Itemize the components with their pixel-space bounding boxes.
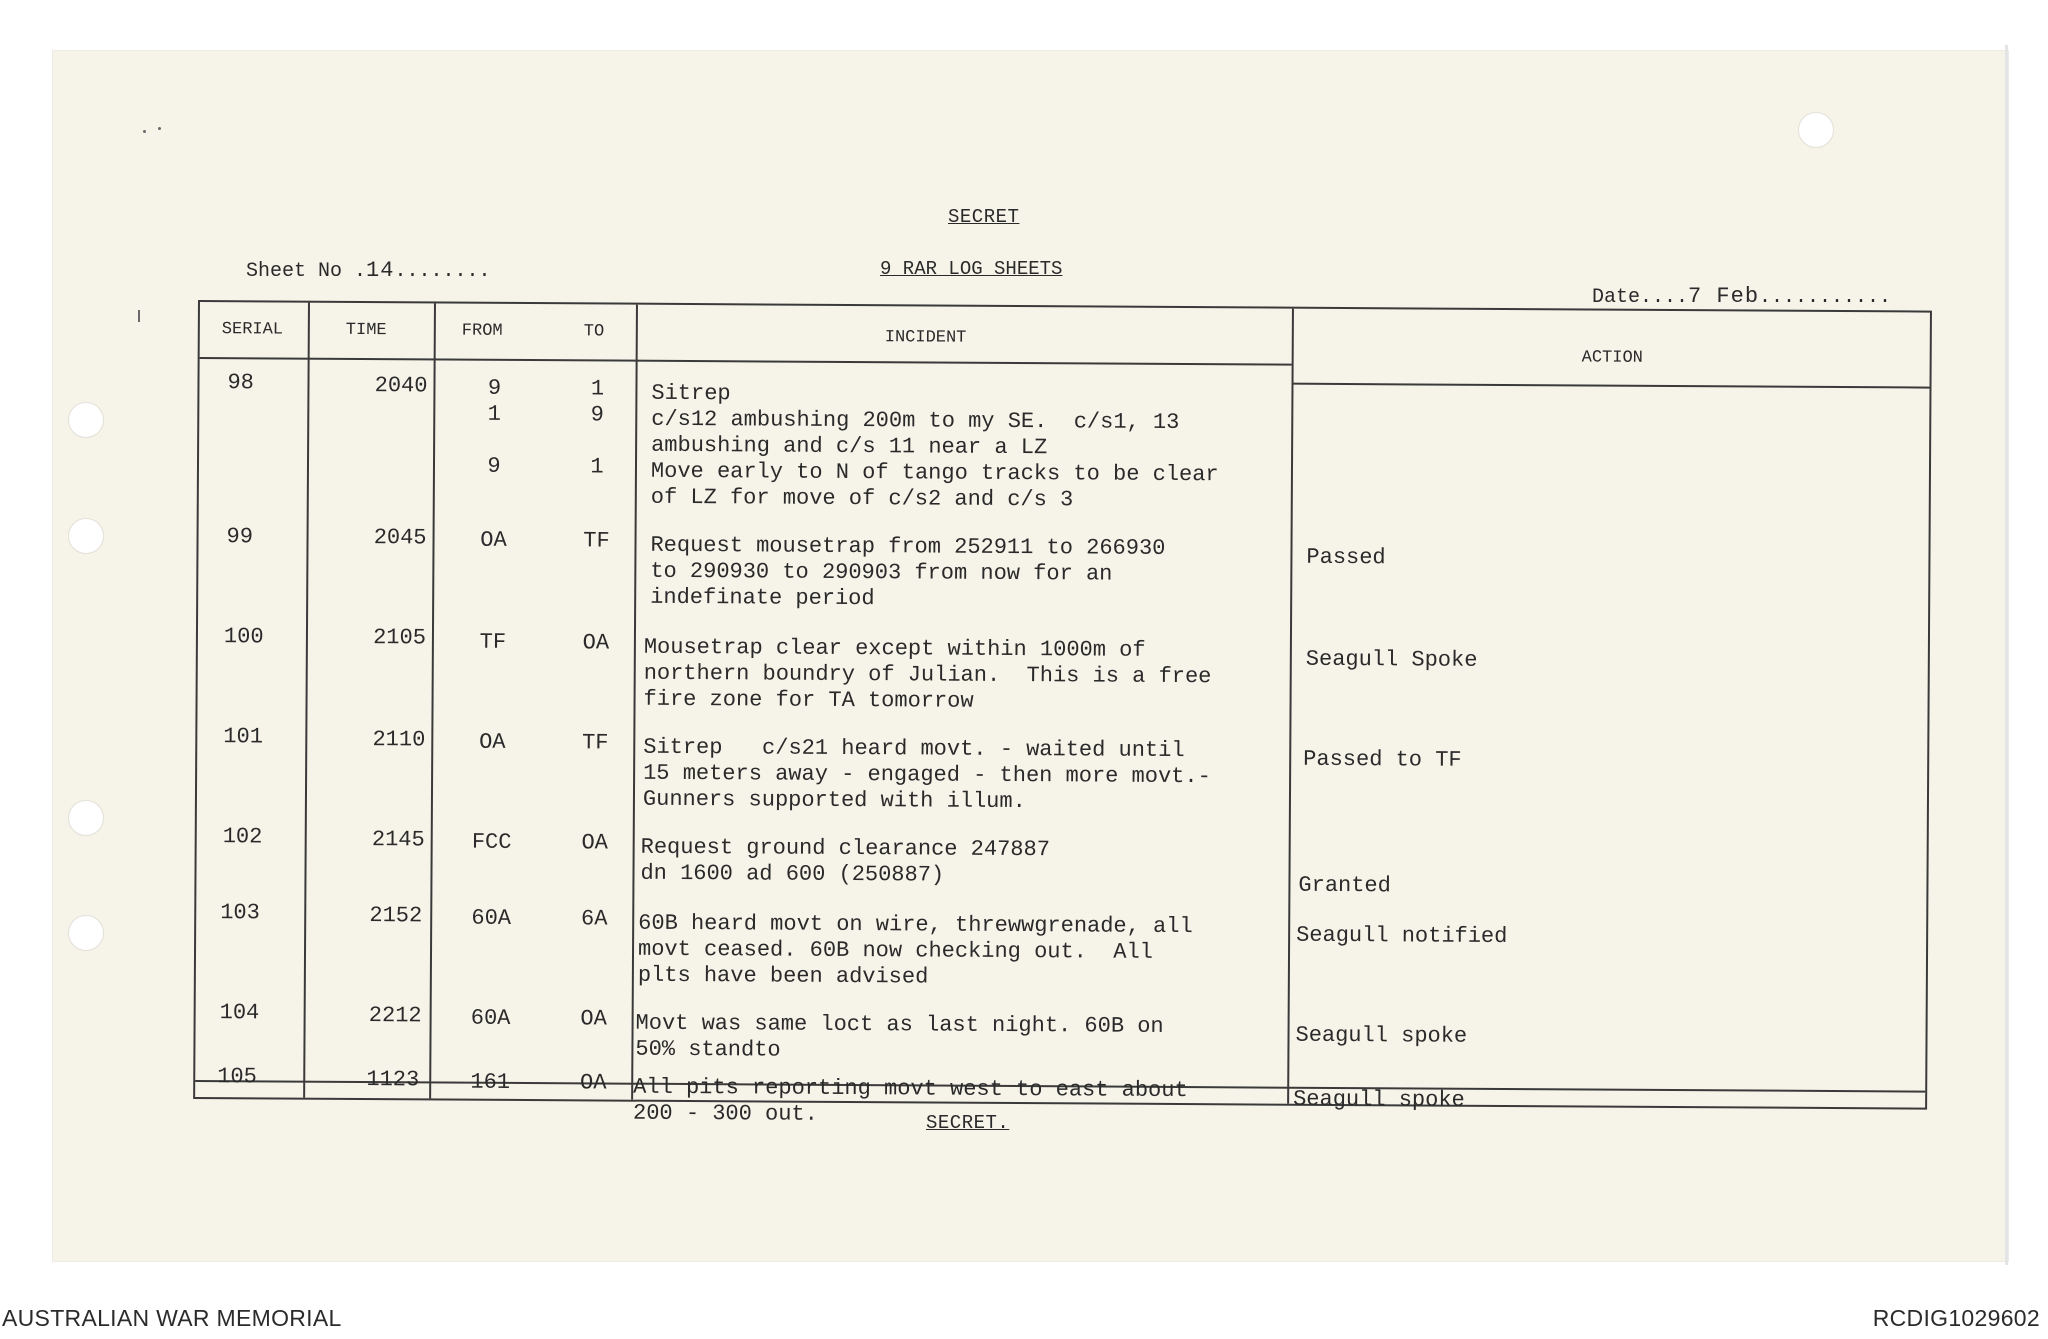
cell-from: 9 1 9 bbox=[487, 375, 502, 479]
cell-incident: Sitrep c/s21 heard movt. - waited until 15 meters away - engaged - then more movt.- Gunners supported with illum. bbox=[642, 734, 1211, 815]
document-title: 9 RAR LOG SHEETS bbox=[880, 258, 1063, 280]
date-label: Date.... bbox=[1592, 286, 1689, 309]
punch-hole bbox=[68, 800, 104, 836]
cell-serial: 98 bbox=[227, 370, 254, 396]
cell-from: 60A bbox=[471, 905, 512, 931]
cell-serial: 101 bbox=[223, 724, 264, 750]
cell-action: Seagull notified bbox=[1296, 922, 1508, 950]
cell-incident: 60B heard movt on wire, threwwgrenade, all movt ceased. 60B now checking out. All plts have been advised bbox=[637, 910, 1193, 990]
sheet-number-field bbox=[246, 258, 490, 283]
cell-to: TF bbox=[583, 528, 610, 554]
paper-speck bbox=[158, 127, 161, 130]
cell-time: 2145 bbox=[371, 827, 425, 853]
cell-incident: All pits reporting movt west to east about 200 - 300 out. bbox=[632, 1074, 1188, 1127]
punch-hole bbox=[68, 402, 104, 438]
col-header-to: TO bbox=[583, 322, 605, 342]
cell-to: 6A bbox=[580, 906, 608, 932]
cell-incident: Request ground clearance 247887 dn 1600 ad 600 (250887) bbox=[640, 834, 1051, 888]
col-header-action: ACTION bbox=[1581, 348, 1643, 368]
cell-to: OA bbox=[581, 830, 608, 856]
cell-serial: 99 bbox=[226, 524, 254, 550]
cell-time: 2152 bbox=[369, 903, 423, 929]
cell-incident: Mousetrap clear except within 1000m of northern boundry of Julian. This is a free fire zone for TA tomorrow bbox=[643, 634, 1212, 714]
cell-to: OA bbox=[582, 630, 610, 656]
column-rule bbox=[303, 303, 310, 1098]
col-header-from: FROM bbox=[461, 321, 503, 341]
cell-from: FCC bbox=[471, 829, 512, 855]
col-header-time: TIME bbox=[345, 320, 387, 341]
header-rule bbox=[200, 357, 1292, 366]
punch-hole bbox=[68, 518, 104, 554]
cell-action: Granted bbox=[1298, 846, 1391, 899]
col-header-serial: SERIAL bbox=[221, 320, 284, 340]
column-rule bbox=[1287, 309, 1294, 1104]
cell-action: Seagull Spoke bbox=[1305, 646, 1478, 673]
cell-serial: 103 bbox=[220, 900, 260, 926]
cell-to: OA bbox=[579, 1070, 607, 1096]
cell-action: Seagull spoke bbox=[1293, 1086, 1465, 1113]
page-edge bbox=[2005, 45, 2008, 1265]
sheet-lead: . bbox=[354, 260, 367, 283]
sheet-label: Sheet No bbox=[246, 260, 343, 283]
punch-hole bbox=[1798, 112, 1834, 148]
cell-action: Passed bbox=[1306, 544, 1386, 571]
date-value: 7 Feb bbox=[1688, 284, 1760, 309]
cell-serial: 104 bbox=[219, 1000, 260, 1026]
header-rule bbox=[1292, 383, 1930, 389]
cell-incident: Request mousetrap from 252911 to 266930 to 290930 to 290903 from now for an indefinate period bbox=[650, 532, 1166, 612]
cell-to: TF bbox=[582, 730, 609, 756]
archive-id: RCDIG1029602 bbox=[1872, 1305, 2040, 1331]
cell-time: 2212 bbox=[368, 1003, 422, 1029]
cell-incident: Movt was same loct as last night. 60B on 50% standto bbox=[635, 1010, 1164, 1063]
paper-speck bbox=[143, 130, 146, 133]
sheet-number: 14 bbox=[366, 258, 395, 283]
cell-incident: Sitrep c/s12 ambushing 200m to my SE. c/s1, 13 ambushing and c/s 11 near a LZ Move early to N of tango tracks to be clear of LZ for move of c/s2 and c/s 3 bbox=[650, 380, 1219, 513]
cell-serial: 105 bbox=[217, 1064, 257, 1090]
cell-from: OA bbox=[480, 527, 507, 553]
archive-credit: AUSTRALIAN WAR MEMORIAL bbox=[2, 1305, 342, 1331]
column-rule bbox=[429, 303, 436, 1098]
cell-time: 2040 bbox=[374, 373, 428, 399]
col-header-incident: INCIDENT bbox=[884, 328, 967, 348]
classification-top: SECRET bbox=[948, 206, 1020, 228]
punch-hole bbox=[68, 915, 104, 951]
cell-from: OA bbox=[479, 729, 506, 755]
cell-serial: 102 bbox=[222, 824, 263, 850]
cell-from: TF bbox=[479, 629, 507, 655]
cell-serial: 100 bbox=[223, 624, 264, 650]
sheet-dots: ........ bbox=[394, 260, 491, 283]
cell-time: 2110 bbox=[372, 727, 426, 753]
cell-time: 2105 bbox=[373, 625, 427, 651]
cell-to: OA bbox=[580, 1006, 607, 1032]
paper-mark bbox=[138, 310, 140, 322]
cell-to: 1 9 1 bbox=[590, 376, 605, 480]
cell-from: 161 bbox=[470, 1069, 511, 1095]
cell-action: Passed to TF bbox=[1303, 746, 1462, 773]
cell-time: 2045 bbox=[373, 525, 427, 551]
cell-from: 60A bbox=[470, 1005, 511, 1031]
cell-action: Seagull spoke bbox=[1295, 1022, 1468, 1049]
date-field bbox=[1592, 284, 1891, 309]
date-dots: ........... bbox=[1759, 286, 1892, 309]
classification-bottom: SECRET. bbox=[926, 1112, 1010, 1134]
cell-time: 1123 bbox=[366, 1067, 420, 1093]
